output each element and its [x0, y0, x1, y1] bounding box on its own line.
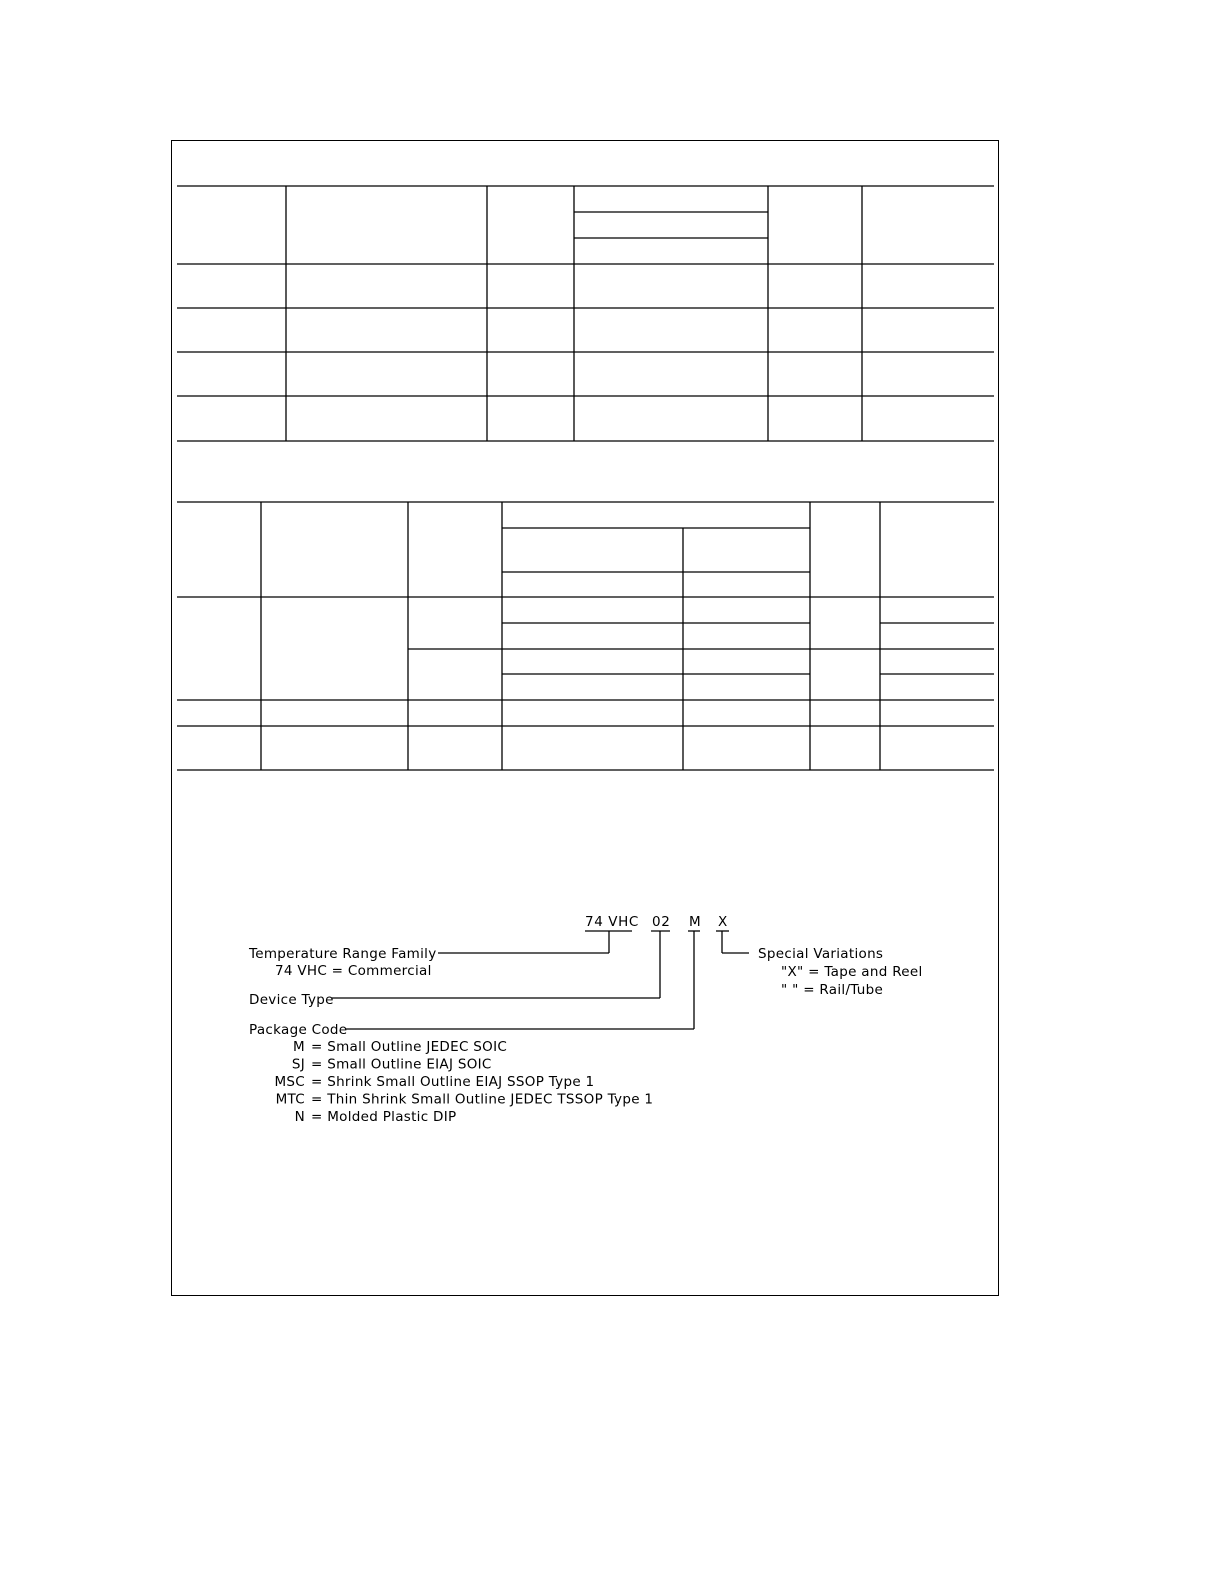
code-part-package: M	[689, 914, 702, 930]
special-variation-option: "X" = Tape and Reel	[781, 964, 923, 980]
temperature-range-family-label: Temperature Range Family	[249, 946, 437, 962]
package-option-description: = Shrink Small Outline EIAJ SSOP Type 1	[311, 1074, 595, 1090]
package-option-description: = Thin Shrink Small Outline JEDEC TSSOP Type 1	[311, 1091, 654, 1108]
package-option-description: = Molded Plastic DIP	[311, 1109, 457, 1125]
package-option-description: = Small Outline EIAJ SOIC	[311, 1056, 492, 1073]
package-code-options	[274, 1039, 653, 1125]
package-option-description: = Small Outline JEDEC SOIC	[311, 1039, 508, 1055]
temperature-range-family-value: 74 VHC = Commercial	[275, 963, 432, 979]
package-option-code: N	[294, 1109, 305, 1125]
special-variation-option: " " = Rail/Tube	[781, 982, 884, 998]
code-part-variation: X	[718, 914, 728, 930]
package-option-code: MSC	[274, 1074, 305, 1090]
package-code-label: Package Code	[249, 1022, 348, 1038]
package-option-code: SJ	[291, 1056, 305, 1073]
device-type-label: Device Type	[249, 992, 334, 1008]
package-option-code: MTC	[275, 1091, 305, 1108]
code-part-family: 74 VHC	[585, 914, 639, 930]
special-variations-label: Special Variations	[758, 946, 884, 962]
package-option-code: M	[293, 1039, 305, 1055]
code-part-device: 02	[652, 914, 671, 930]
